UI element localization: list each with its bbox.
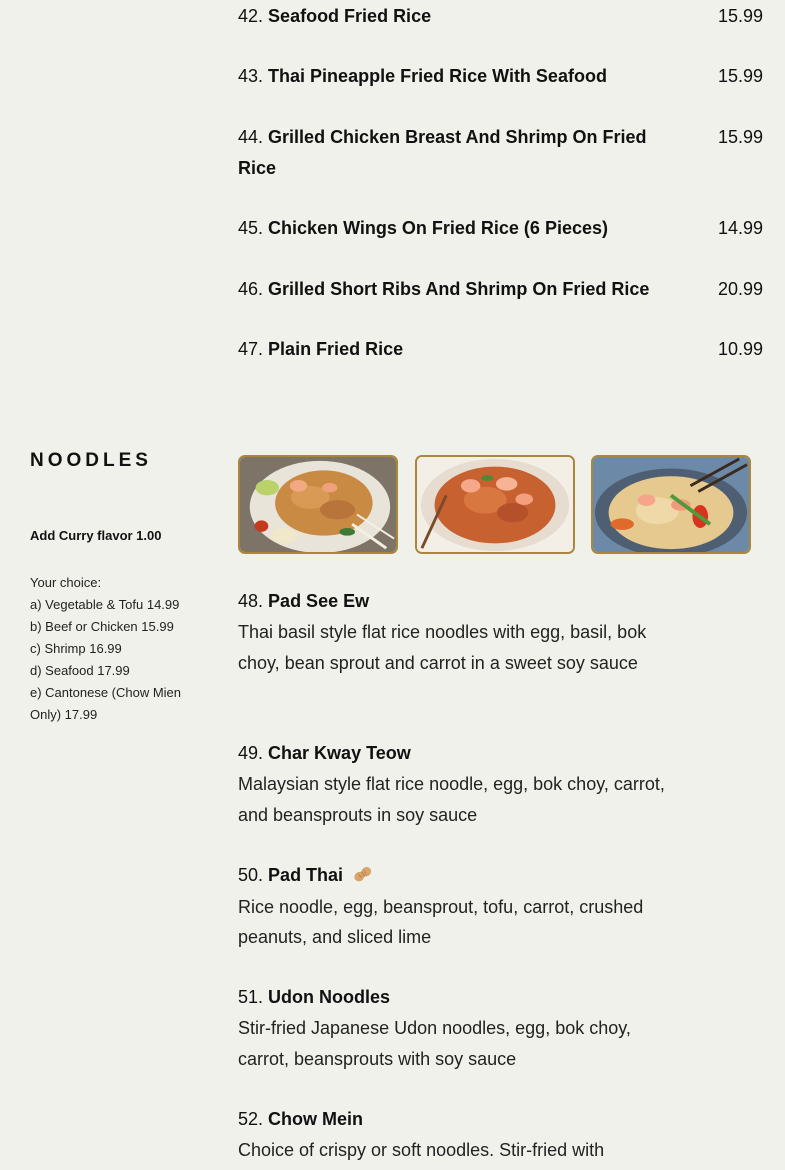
item-number: 52. <box>238 1109 264 1129</box>
item-description: Thai basil style flat rice noodles with egg, basil, bok choy, bean sprout and carrot in a sweet soy sauce <box>238 622 647 673</box>
choice-list <box>30 572 205 726</box>
item-price: 20.99 <box>717 279 763 299</box>
item-number: 50. <box>238 865 264 885</box>
item-price: 14.99 <box>717 218 763 238</box>
item-description: Rice noodle, egg, beansprout, tofu, carrot, crushed peanuts, and sliced lime <box>238 896 644 948</box>
item-name: Udon Noodles <box>268 987 391 1007</box>
item-name: Char Kway Teow <box>268 743 411 763</box>
choice-option: e) Cantonese (Chow Mien Only) 17.99 <box>30 685 182 722</box>
menu-item-47 <box>238 334 678 365</box>
item-description: Malaysian style flat rice noodle, egg, bok choy, carrot, and beansprouts in soy sauce <box>238 774 665 825</box>
item-number: 51. <box>238 987 264 1007</box>
item-number: 46. <box>238 279 264 299</box>
item-price: 15.99 <box>717 6 763 26</box>
item-number: 43. <box>238 66 264 86</box>
item-number: 48. <box>238 591 264 611</box>
item-name: Thai Pineapple Fried Rice With Seafood <box>268 66 607 86</box>
item-price: 15.99 <box>717 66 763 86</box>
choice-option: d) Seafood 17.99 <box>30 663 130 678</box>
food-photo-vermicelli[interactable] <box>591 455 751 554</box>
item-price: 10.99 <box>717 339 763 359</box>
item-number: 42. <box>238 6 264 26</box>
item-name: Plain Fried Rice <box>268 339 404 359</box>
section-title: NOODLES <box>30 450 152 471</box>
item-number: 45. <box>238 218 264 238</box>
menu-item-50 <box>238 860 678 953</box>
menu-item-42 <box>238 1 678 32</box>
item-description: Stir-fried Japanese Udon noodles, egg, bok choy, carrot, beansprouts with soy sauce <box>238 1018 631 1069</box>
food-photo-pad-thai[interactable] <box>238 455 398 554</box>
food-photo-see-ew[interactable] <box>415 455 575 554</box>
peanut-icon <box>352 861 374 892</box>
menu-item-43 <box>238 61 678 92</box>
item-name: Grilled Chicken Breast And Shrimp On Fried Rice <box>238 127 647 178</box>
choice-option: b) Beef or Chicken 15.99 <box>30 619 174 634</box>
choice-option: c) Shrimp 16.99 <box>30 641 122 656</box>
menu-item-49 <box>238 738 678 830</box>
item-name: Chow Mein <box>268 1109 364 1129</box>
menu-item-46 <box>238 274 678 305</box>
item-price: 15.99 <box>717 127 763 147</box>
menu-item-52 <box>238 1104 678 1166</box>
choice-heading: Your choice: <box>30 575 102 590</box>
item-name: Chicken Wings On Fried Rice (6 Pieces) <box>268 218 608 238</box>
curry-note: Add Curry flavor 1.00 <box>30 528 162 543</box>
item-number: 49. <box>238 743 264 763</box>
menu-item-51 <box>238 982 678 1074</box>
item-number: 44. <box>238 127 264 147</box>
menu-item-45 <box>238 213 678 244</box>
menu-item-48 <box>238 586 678 678</box>
item-name: Seafood Fried Rice <box>268 6 432 26</box>
item-name: Pad See Ew <box>268 591 370 611</box>
item-name: Pad Thai <box>268 865 344 885</box>
item-description: Choice of crispy or soft noodles. Stir-fried with <box>238 1140 605 1160</box>
item-name: Grilled Short Ribs And Shrimp On Fried Rice <box>268 279 650 299</box>
choice-option: a) Vegetable & Tofu 14.99 <box>30 597 180 612</box>
item-number: 47. <box>238 339 264 359</box>
menu-item-44 <box>238 122 678 184</box>
